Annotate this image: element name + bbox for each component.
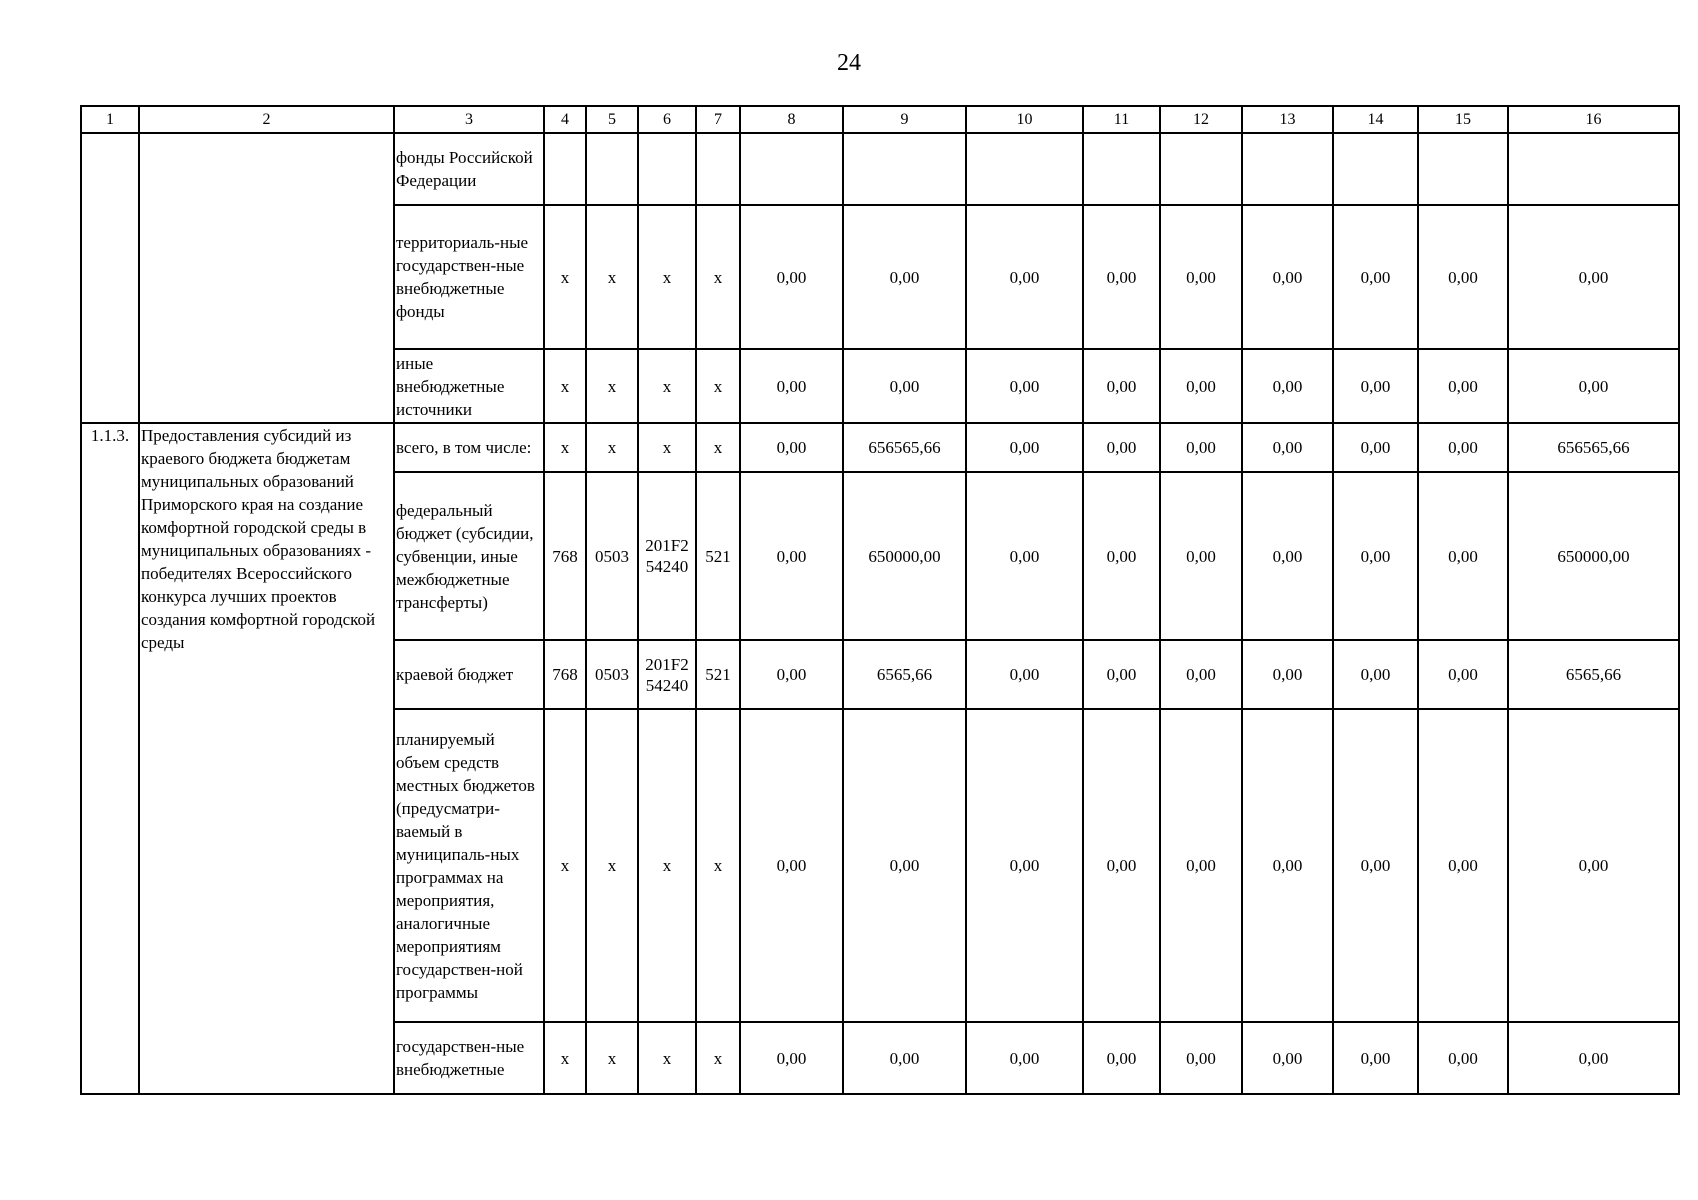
amount-cell <box>843 133 966 205</box>
expense-type-code: x <box>696 423 740 472</box>
expense-type-code: 521 <box>696 472 740 640</box>
funding-source: всего, в том числе: <box>394 423 544 472</box>
column-number: 13 <box>1242 106 1333 133</box>
amount-cell: 0,00 <box>1418 1022 1508 1094</box>
amount-cell: 0,00 <box>1160 709 1242 1022</box>
page-number: 24 <box>837 50 861 76</box>
expense-type-code: 521 <box>696 640 740 709</box>
column-number: 9 <box>843 106 966 133</box>
table-row <box>81 133 1679 205</box>
amount-cell: 0,00 <box>1418 423 1508 472</box>
amount-cell: 0,00 <box>1242 349 1333 423</box>
admin-code: x <box>544 205 586 349</box>
amount-cell: 0,00 <box>1242 640 1333 709</box>
amount-cell: 656565,66 <box>843 423 966 472</box>
amount-cell: 0,00 <box>1418 472 1508 640</box>
amount-cell: 0,00 <box>1508 349 1679 423</box>
amount-cell: 0,00 <box>966 1022 1083 1094</box>
funding-source: территориаль-ные государствен-ные внебюджетные фонды <box>394 205 544 349</box>
continuation-number-cell <box>81 133 139 423</box>
column-number: 12 <box>1160 106 1242 133</box>
column-number: 14 <box>1333 106 1418 133</box>
amount-cell: 0,00 <box>1160 1022 1242 1094</box>
column-number: 5 <box>586 106 638 133</box>
amount-cell: 0,00 <box>1418 349 1508 423</box>
amount-cell: 650000,00 <box>1508 472 1679 640</box>
amount-cell <box>1083 133 1160 205</box>
target-article-code: x <box>638 709 696 1022</box>
amount-cell <box>966 133 1083 205</box>
column-number: 11 <box>1083 106 1160 133</box>
column-number-header-row <box>81 106 1679 133</box>
amount-cell: 0,00 <box>1242 472 1333 640</box>
amount-cell: 0,00 <box>966 205 1083 349</box>
target-article-code: 201F2 54240 <box>638 472 696 640</box>
funding-source: планируемый объем средств местных бюджетов (предусматри-ваемый в муниципаль-ных программах на мероприятия, аналогичные мероприятиям государствен-ной программы <box>394 709 544 1022</box>
amount-cell: 0,00 <box>843 1022 966 1094</box>
amount-cell: 0,00 <box>966 640 1083 709</box>
amount-cell: 0,00 <box>1333 472 1418 640</box>
continuation-description-cell <box>139 133 394 423</box>
amount-cell: 0,00 <box>1333 1022 1418 1094</box>
admin-code: x <box>544 1022 586 1094</box>
section-code: 0503 <box>586 472 638 640</box>
amount-cell: 0,00 <box>843 349 966 423</box>
section-code <box>586 133 638 205</box>
admin-code <box>544 133 586 205</box>
expense-type-code: x <box>696 349 740 423</box>
amount-cell: 0,00 <box>1083 349 1160 423</box>
funding-source: государствен-ные внебюджетные <box>394 1022 544 1094</box>
amount-cell: 656565,66 <box>1508 423 1679 472</box>
amount-cell: 6565,66 <box>1508 640 1679 709</box>
section-code: 0503 <box>586 640 638 709</box>
funding-source: фонды Российской Федерации <box>394 133 544 205</box>
section-code: x <box>586 349 638 423</box>
amount-cell: 0,00 <box>740 423 843 472</box>
table-row <box>81 423 1679 472</box>
funding-source: федеральный бюджет (субсидии, субвенции, иные межбюджетные трансферты) <box>394 472 544 640</box>
expense-type-code: x <box>696 205 740 349</box>
amount-cell <box>1242 133 1333 205</box>
amount-cell: 0,00 <box>1242 423 1333 472</box>
amount-cell: 0,00 <box>843 709 966 1022</box>
amount-cell: 0,00 <box>966 709 1083 1022</box>
amount-cell: 0,00 <box>1333 205 1418 349</box>
amount-cell: 0,00 <box>1083 423 1160 472</box>
amount-cell: 0,00 <box>740 472 843 640</box>
amount-cell: 0,00 <box>1083 472 1160 640</box>
amount-cell: 0,00 <box>1083 205 1160 349</box>
amount-cell: 0,00 <box>966 423 1083 472</box>
column-number: 3 <box>394 106 544 133</box>
amount-cell <box>1160 133 1242 205</box>
amount-cell: 0,00 <box>1160 349 1242 423</box>
amount-cell: 0,00 <box>1242 709 1333 1022</box>
amount-cell: 0,00 <box>1418 709 1508 1022</box>
column-number: 16 <box>1508 106 1679 133</box>
amount-cell <box>1333 133 1418 205</box>
amount-cell <box>740 133 843 205</box>
column-number: 10 <box>966 106 1083 133</box>
amount-cell: 0,00 <box>740 349 843 423</box>
section-code: x <box>586 1022 638 1094</box>
expense-type-code: x <box>696 1022 740 1094</box>
column-number: 15 <box>1418 106 1508 133</box>
section-code: x <box>586 423 638 472</box>
amount-cell: 0,00 <box>1083 1022 1160 1094</box>
amount-cell: 0,00 <box>966 472 1083 640</box>
amount-cell: 0,00 <box>1508 205 1679 349</box>
admin-code: x <box>544 423 586 472</box>
column-number: 7 <box>696 106 740 133</box>
amount-cell: 0,00 <box>1418 640 1508 709</box>
column-number: 2 <box>139 106 394 133</box>
amount-cell: 0,00 <box>1418 205 1508 349</box>
item-description: Предоставления субсидий из краевого бюджета бюджетам муниципальных образований Приморского края на создание комфортной городской среды в муниципальных образованиях - победителях Всероссийского конкурса лучших проектов создания комфортной городской среды <box>139 423 394 1094</box>
admin-code: x <box>544 349 586 423</box>
amount-cell: 0,00 <box>1160 640 1242 709</box>
amount-cell: 0,00 <box>1083 709 1160 1022</box>
amount-cell: 0,00 <box>1242 1022 1333 1094</box>
amount-cell <box>1418 133 1508 205</box>
amount-cell: 0,00 <box>1160 205 1242 349</box>
amount-cell: 0,00 <box>1333 640 1418 709</box>
amount-cell: 0,00 <box>740 205 843 349</box>
amount-cell: 0,00 <box>740 640 843 709</box>
target-article-code: x <box>638 205 696 349</box>
item-number: 1.1.3. <box>81 423 139 1094</box>
column-number: 6 <box>638 106 696 133</box>
amount-cell: 0,00 <box>1508 1022 1679 1094</box>
target-article-code: x <box>638 349 696 423</box>
funding-source: краевой бюджет <box>394 640 544 709</box>
amount-cell: 0,00 <box>1333 423 1418 472</box>
expense-type-code: x <box>696 709 740 1022</box>
section-code: x <box>586 205 638 349</box>
admin-code: 768 <box>544 472 586 640</box>
amount-cell: 0,00 <box>1160 472 1242 640</box>
amount-cell: 0,00 <box>1160 423 1242 472</box>
target-article-code <box>638 133 696 205</box>
amount-cell: 0,00 <box>843 205 966 349</box>
expense-type-code <box>696 133 740 205</box>
target-article-code: 201F2 54240 <box>638 640 696 709</box>
amount-cell: 0,00 <box>1508 709 1679 1022</box>
section-code: x <box>586 709 638 1022</box>
amount-cell: 0,00 <box>740 1022 843 1094</box>
amount-cell: 0,00 <box>1333 709 1418 1022</box>
amount-cell: 0,00 <box>1083 640 1160 709</box>
funding-source: иные внебюджетные источники <box>394 349 544 423</box>
amount-cell <box>1508 133 1679 205</box>
amount-cell: 0,00 <box>966 349 1083 423</box>
amount-cell: 0,00 <box>740 709 843 1022</box>
amount-cell: 650000,00 <box>843 472 966 640</box>
column-number: 1 <box>81 106 139 133</box>
target-article-code: x <box>638 1022 696 1094</box>
budget-table <box>80 105 1680 1095</box>
target-article-code: x <box>638 423 696 472</box>
admin-code: 768 <box>544 640 586 709</box>
column-number: 8 <box>740 106 843 133</box>
admin-code: x <box>544 709 586 1022</box>
amount-cell: 6565,66 <box>843 640 966 709</box>
amount-cell: 0,00 <box>1242 205 1333 349</box>
amount-cell: 0,00 <box>1333 349 1418 423</box>
column-number: 4 <box>544 106 586 133</box>
